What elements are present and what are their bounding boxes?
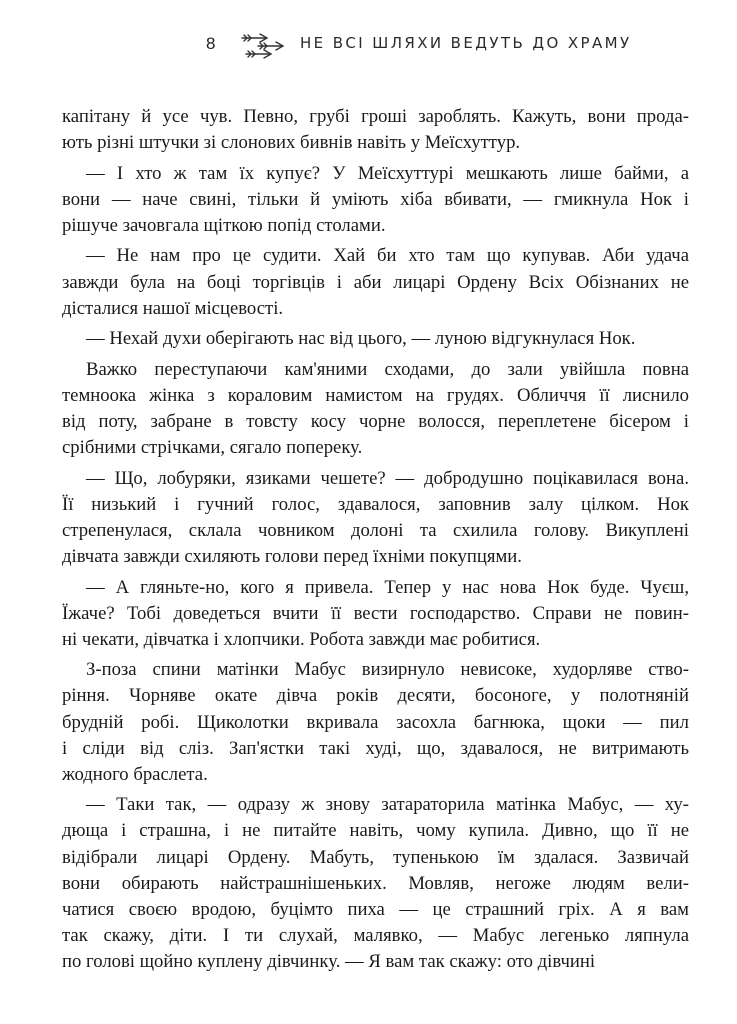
text-line: темноока жінка з кораловим намистом на грудях. Обличчя її лиснило	[62, 384, 689, 406]
paragraph	[62, 466, 689, 570]
paragraph	[62, 657, 689, 787]
text-line: — Таки так, — одразу ж знову затараторила матінка Мабус, — ху-	[86, 794, 689, 816]
text-line: рішуче зачовгала щіткою попід столами.	[62, 214, 386, 236]
body-text	[62, 104, 689, 975]
text-line: Їжаче? Тобі доведеться вчити її вести господарство. Справи не повин-	[62, 602, 689, 624]
text-line: срібними стрічками, сягало попереку.	[62, 437, 363, 459]
text-line: вони — наче свині, тільки й уміють хіба вбивати, — гмикнула Нок і	[62, 188, 689, 210]
page-number: 8	[206, 34, 216, 53]
paragraph	[62, 326, 689, 352]
paragraph	[62, 575, 689, 653]
text-line: дісталися нашої місцевості.	[62, 297, 284, 319]
paragraph	[62, 104, 689, 156]
paragraph	[62, 243, 689, 321]
text-line: ють різні штучки зі слонових бивнів навіть у Меїсхуттур.	[62, 132, 521, 154]
text-line: дюща і страшна, і не питайте навіть, чому купила. Дивно, що її не	[62, 820, 689, 842]
text-line: чатися своєю вродою, буцімто пиха — це страшний гріх. А я вам	[62, 898, 689, 920]
text-line: стрепенулася, склала човником долоні та схилила голову. Викуплені	[62, 519, 689, 541]
paragraph	[62, 357, 689, 461]
running-title: НЕ ВСІ ШЛЯХИ ВЕДУТЬ ДО ХРАМУ	[300, 34, 632, 52]
text-line: вони обирають найстрашнішеньких. Мовляв, негоже людям вели-	[62, 872, 689, 894]
three-arrows-ornament-icon	[236, 32, 294, 60]
running-header	[0, 30, 737, 62]
text-line: капітану й усе чув. Певно, грубі гроші зароблять. Кажуть, вони прода-	[62, 106, 689, 127]
text-line: Важко переступаючи кам'яними сходами, до зали увійшла повна	[86, 358, 689, 380]
text-line: — А гляньте-но, кого я привела. Тепер у нас нова Нок буде. Чуєш,	[86, 576, 689, 598]
text-line: — І хто ж там їх купує? У Меїсхуттурі мешкають лише байми, а	[86, 162, 689, 184]
text-line: так скажу, діти. І ти слухай, малявко, — Мабус легенько ляпнула	[62, 924, 689, 946]
text-line: відібрали лицарі Ордену. Мабуть, тупенькою їм здалася. Зазвичай	[62, 846, 689, 868]
paragraph	[62, 161, 689, 239]
text-line: Її низький і гучний голос, здавалося, заповнив залу цілком. Нок	[62, 493, 689, 515]
text-line: жодного браслета.	[62, 763, 208, 785]
text-line: і сліди від сліз. Зап'ястки такі худі, що, здавалося, не витримають	[62, 737, 689, 759]
paragraph	[62, 792, 689, 975]
text-line: З-поза спини матінки Мабус визирнуло невисоке, худорляве ство-	[86, 659, 689, 681]
text-line: — Нехай духи оберігають нас від цього, — луною відгукнулася Нок.	[86, 328, 636, 350]
text-line: від поту, забране в товсту косу чорне волосся, переплетене бісером і	[62, 411, 689, 433]
text-line: — Не нам про це судити. Хай би хто там що купував. Аби удача	[86, 245, 689, 267]
text-line: ріння. Чорняве окате дівча років десяти, босоноге, у полотняній	[62, 685, 689, 707]
text-line: по голові щойно куплену дівчинку. — Я вам так скажу: ото дівчині	[62, 950, 596, 972]
text-line: ні чекати, дівчатка і хлопчики. Робота завжди має робитися.	[62, 628, 541, 650]
text-line: дівчата завжди схиляють голови перед їхніми покупцями.	[62, 546, 522, 567]
text-line: — Що, лобуряки, язиками чешете? — добродушно поцікавилася вона.	[86, 467, 689, 489]
text-line: брудній робі. Щиколотки вкривала засохла багнюка, щоки — пил	[62, 711, 689, 733]
text-line: завжди була на боці торгівців і аби лицарі Ордену Всіх Обізнаних не	[62, 271, 689, 293]
